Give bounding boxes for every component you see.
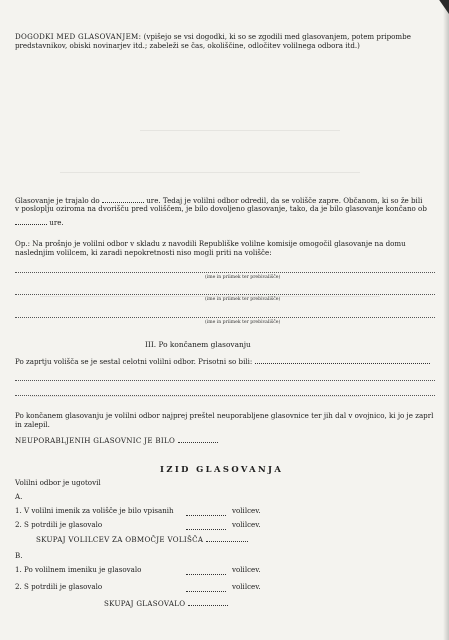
home-voter-line-2[interactable] [15, 294, 435, 295]
b1-label: 1. Po volilnem imeniku je glasovalo [15, 565, 142, 574]
events-header-instructions: (vpišejo se vsi dogodki, ki so se zgodili med glasovanjem, potem pripombe [143, 32, 411, 41]
unused-ballots-line1: Po končanem glasovanju je volilni odbor najprej preštel neuporabljene glasovnice ter jih dal v ovojnico, ki jo je zaprl [15, 411, 434, 420]
bleed-through-mark [60, 172, 360, 173]
b2-label: 2. S potrdili je glasovalo [15, 582, 103, 591]
page-edge-shadow [443, 0, 449, 640]
present-members-line-3[interactable] [15, 395, 435, 396]
a2-label: 2. S potrdili je glasovalo [15, 520, 103, 529]
closing-time-field[interactable] [102, 196, 144, 203]
home-voter-line-3[interactable] [15, 317, 435, 318]
events-header-label: DOGODKI MED GLASOVANJEM: [15, 32, 142, 41]
closing-line3 [15, 218, 64, 228]
present-members-line-2[interactable] [15, 380, 435, 381]
a2-field[interactable] [186, 523, 226, 530]
note-line2: naslednjim volilcem, ki zaradi nepokretnosti niso mogli priti na volišče: [15, 248, 272, 257]
b-total-field[interactable] [188, 599, 228, 606]
section-b-label: B. [15, 551, 23, 560]
present-members-field[interactable] [255, 357, 430, 364]
unused-ballots-count-label: NEUPORABLJENIH GLASOVNIC JE BILO [15, 436, 176, 445]
a2-unit: volilcev. [232, 520, 261, 529]
b2-unit: volilcev. [232, 582, 261, 591]
note-line1: Op.: Na prošnjo je volilni odbor v skladu z navodili Republiške volilne komisije omogočil glasovanje na domu [15, 239, 406, 248]
a-total-line [36, 535, 248, 545]
bleed-through-mark [30, 396, 360, 397]
a-total-field[interactable] [206, 535, 248, 542]
a1-label: 1. V volilni imenik za volišče je bilo vpisanih [15, 506, 174, 515]
home-voter-caption-1: (ime in priimek ter prebivališče) [205, 275, 281, 280]
b1-field[interactable] [186, 568, 226, 575]
a1-unit: volilcev. [232, 506, 261, 515]
end-time-field[interactable] [15, 218, 47, 225]
home-voter-caption-2: (ime in priimek ter prebivališče) [205, 297, 281, 302]
end-time-unit: ure. [49, 218, 64, 227]
results-title: IZID GLASOVANJA [160, 464, 284, 474]
unused-ballots-line2: in zalepil. [15, 420, 50, 429]
unused-ballots-count-field[interactable] [178, 436, 218, 443]
unused-ballots-count-line [15, 436, 218, 446]
closing-text-rest: ure. Tedaj je volilni odbor odredil, da se volišče zapre. Občanom, ki so že bili [146, 196, 423, 205]
b1-unit: volilcev. [232, 565, 261, 574]
section-a-label: A. [15, 492, 23, 501]
a-total-label: SKUPAJ VOLILCEV ZA OBMOČJE VOLIŠČA [36, 535, 204, 544]
home-voter-caption-3: (ime in priimek ter prebivališče) [205, 320, 281, 325]
closing-text-start: Glasovanje je trajalo do [15, 196, 100, 205]
events-header-line2: predstavnikov, obiski novinarjev itd.; zabeleži se čas, okoliščine, odločitev volilnega odbora itd.) [15, 41, 360, 50]
b-total-label: SKUPAJ GLASOVALO [104, 599, 186, 608]
home-voter-line-1[interactable] [15, 272, 435, 273]
results-intro: Volilni odbor je ugotovil [15, 478, 101, 487]
present-members-line [15, 357, 430, 367]
a1-field[interactable] [186, 509, 226, 516]
b-total-line [104, 599, 228, 609]
b2-field[interactable] [186, 585, 226, 592]
present-members-label: Po zaprtju volišča se je sestal celotni volilni odbor. Prisotni so bili: [15, 357, 253, 366]
section-3-title: III. Po končanem glasovanju [145, 340, 251, 349]
closing-line2: v posloplju oziroma na dvorišču pred voliščem, je bilo dovoljeno glasovanje, tako, da je bilo glasovanje končano ob [15, 204, 427, 213]
bleed-through-mark [140, 130, 340, 131]
